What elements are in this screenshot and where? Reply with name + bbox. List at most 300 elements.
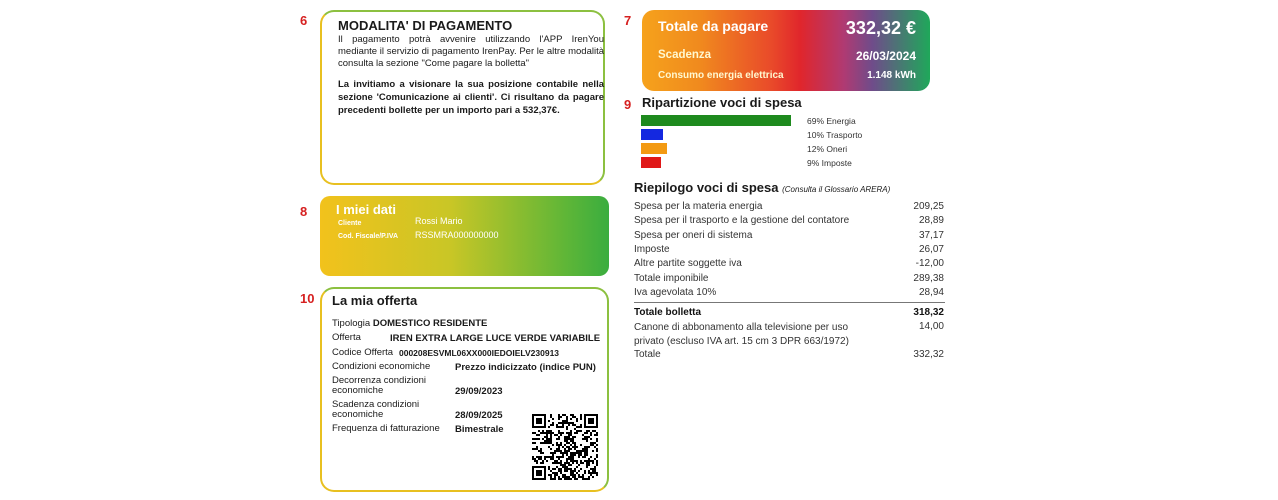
qr-module [550,476,552,478]
qr-module [578,450,580,452]
qr-module [554,468,556,470]
qr-module [590,434,592,436]
qr-module [548,446,550,448]
qr-module [572,456,574,458]
qr-module [536,460,538,462]
breakdown-bar-oneri [641,143,667,154]
qr-module [562,432,564,434]
qr-module [562,446,564,448]
qr-module [560,426,562,428]
qr-module [558,436,560,438]
qr-module [594,458,596,460]
qr-module [550,474,552,476]
qr-module [544,456,546,458]
qr-module [570,460,572,462]
qr-module [584,478,586,480]
qr-module [582,450,584,452]
qr-module [564,468,566,470]
qr-module [550,430,552,432]
qr-module [538,450,540,452]
qr-module [548,456,550,458]
tv-license-label-line2: privato (escluso IVA art. 15 cm 3 DPR 663/1972) [634,336,849,347]
qr-module [560,452,562,454]
qr-module [582,474,584,476]
qr-module [570,414,572,416]
offer-name-label: Offerta [332,332,361,343]
bill-total-value: 318,32 [913,307,944,318]
qr-module [588,436,590,438]
offer-code-value: 000208ESVML06XX000IEDOIELV230913 [399,348,560,358]
tax-code-label: Cod. Fiscale/P.IVA [338,233,399,240]
qr-module [568,438,570,440]
qr-module [544,458,546,460]
qr-module [548,442,550,444]
qr-module [580,418,582,420]
summary-row-value: 28,89 [918,215,944,227]
qr-module [560,470,562,472]
qr-module [562,414,564,416]
qr-module [566,436,568,438]
start-conditions-label-line2: economiche [332,385,384,396]
qr-module [570,474,572,476]
summary-title: Riepilogo voci di spesa [634,180,779,195]
qr-module [590,444,592,446]
qr-module [584,456,586,458]
qr-module [536,448,538,450]
qr-module [584,446,586,448]
qr-module [536,438,538,440]
bill-total-label: Totale bolletta [634,307,702,318]
qr-module [536,470,542,476]
qr-module [564,422,566,424]
qr-module [582,478,584,480]
qr-module [570,422,572,424]
end-conditions-label [332,400,419,420]
qr-module [552,468,554,470]
qr-module [542,460,544,462]
qr-module [534,438,536,440]
qr-module [574,476,576,478]
consumption-label: Consumo energia elettrica [658,70,784,81]
qr-module [556,462,558,464]
qr-module [568,434,570,436]
qr-module [590,460,592,462]
qr-module [534,432,536,434]
qr-module [590,438,592,440]
qr-module [572,436,574,438]
qr-module [572,414,574,416]
qr-module [566,468,568,470]
qr-module [556,474,558,476]
qr-module [548,468,550,470]
qr-module [566,418,568,420]
qr-module [564,464,566,466]
qr-module [580,462,582,464]
qr-module [572,476,574,478]
qr-module [596,444,598,446]
qr-module [548,432,550,434]
qr-module [578,454,580,456]
qr-module [560,472,562,474]
qr-module [574,444,576,446]
qr-module [578,426,580,428]
summary-title-row [634,180,890,195]
qr-module [572,462,574,464]
qr-module [590,456,592,458]
section-number-8: 8 [300,204,308,219]
total-due-amount: 332,32 € [845,18,916,38]
qr-module [540,452,542,454]
qr-module [540,432,542,434]
qr-module [552,432,554,434]
end-conditions-label-line1: Scadenza condizioni [332,399,420,410]
qr-module [578,476,580,478]
qr-module [548,466,550,468]
section-number-9: 9 [624,97,632,112]
qr-module [564,470,566,472]
qr-module [588,472,590,474]
qr-module [592,470,594,472]
summary-row-value: 28,94 [918,286,944,298]
qr-module [570,432,572,434]
qr-module [588,460,590,462]
qr-module [570,440,572,442]
qr-module [574,470,576,472]
qr-module [586,462,588,464]
qr-module [566,442,568,444]
qr-module [580,460,582,462]
qr-module [538,456,540,458]
qr-module [562,422,564,424]
qr-module [572,452,574,454]
qr-module [570,452,572,454]
end-conditions-label-line2: economiche [332,409,384,420]
qr-module [550,458,552,460]
qr-module [578,474,580,476]
qr-module [586,448,588,450]
qr-module [566,450,568,452]
qr-module [568,464,570,466]
qr-module [588,462,590,464]
qr-module [560,450,562,452]
qr-module [580,452,582,454]
qr-module [590,432,592,434]
qr-module [570,430,572,432]
qr-module [588,470,590,472]
qr-module [554,452,556,454]
qr-module [576,478,578,480]
qr-module [566,422,568,424]
qr-module [586,440,588,442]
qr-module [558,416,560,418]
qr-module [564,414,566,416]
qr-module [538,458,540,460]
payment-notice: La invitiamo a visionare la sua posizione contabile nella sezione 'Comunicazione ai clienti'. Ci risultano da pagare precedenti bollette per un importo pari a 532,37€. [338,79,604,116]
qr-module [562,420,564,422]
summary-row-value: -12,00 [915,258,944,270]
qr-module [570,472,572,474]
qr-module [542,452,544,454]
summary-row-label: Spesa per la materia energia [634,201,763,212]
qr-module [592,462,594,464]
qr-module [572,424,574,426]
qr-module [566,446,568,448]
qr-module [556,450,558,452]
qr-module [566,478,568,480]
qr-module [570,458,572,460]
qr-module [548,440,550,442]
breakdown-label-energia: 69% Energia [807,116,856,126]
qr-module [580,476,582,478]
qr-module [568,450,570,452]
qr-module [552,458,554,460]
qr-module [560,432,562,434]
due-date-label: Scadenza [658,49,712,61]
qr-module [596,440,598,442]
summary-row-label: Totale imponibile [634,272,709,284]
qr-module [566,470,568,472]
payment-method-title: MODALITA' DI PAGAMENTO [338,18,513,33]
qr-module [570,478,572,480]
qr-module [572,416,574,418]
qr-module [566,452,568,454]
qr-module [580,414,582,416]
qr-module [584,470,586,472]
breakdown-bar-trasporto [641,129,663,140]
qr-module [592,468,594,470]
qr-module [582,462,584,464]
qr-module [556,466,558,468]
qr-module [564,466,566,468]
qr-module [554,434,556,436]
qr-module [586,466,588,468]
qr-module [588,446,590,448]
qr-module [550,440,552,442]
qr-module [574,446,576,448]
qr-module [580,426,582,428]
qr-module [550,414,552,416]
client-label: Cliente [338,220,362,227]
qr-module [566,428,568,430]
qr-module [566,426,568,428]
qr-module [582,456,584,458]
qr-module [594,470,596,472]
qr-module [568,462,570,464]
qr-module [576,418,578,420]
qr-module [592,472,594,474]
qr-module [588,464,590,466]
breakdown-bar-imposte [641,157,661,168]
qr-module [550,438,552,440]
qr-module [576,452,578,454]
breakdown-bar-energia [641,115,791,126]
qr-module [580,430,582,432]
summary-glossary-link[interactable]: (Consulta il Glossario ARERA) [782,185,891,194]
qr-module [580,444,582,446]
qr-module [564,438,566,440]
qr-module [586,454,588,456]
qr-module [558,450,560,452]
qr-module [560,416,562,418]
qr-module [578,452,580,454]
qr-module [582,448,584,450]
qr-module [540,450,542,452]
qr-module [546,456,548,458]
qr-module [574,448,576,450]
qr-module [532,442,534,444]
qr-module [574,474,576,476]
qr-module [576,466,578,468]
qr-module [546,460,548,462]
total-due-label: Totale da pagare [658,18,769,34]
qr-module [568,478,570,480]
qr-module [596,454,598,456]
qr-module [588,476,590,478]
qr-module [590,472,592,474]
qr-module [578,470,580,472]
qr-module [548,426,550,428]
qr-module [588,458,590,460]
qr-module [556,438,558,440]
my-offer-title: La mia offerta [332,293,418,308]
qr-module [552,418,554,420]
qr-module [554,472,556,474]
qr-module [596,474,598,476]
qr-module [546,432,548,434]
qr-module [584,460,586,462]
qr-module [552,422,554,424]
qr-module [570,456,572,458]
qr-module [562,426,564,428]
qr-module [550,470,552,472]
qr-module [570,468,572,470]
qr-module [564,474,566,476]
qr-module [568,456,570,458]
qr-module [588,430,590,432]
my-data-box [320,196,609,276]
qr-module [568,442,570,444]
qr-module [532,432,534,434]
qr-module [560,464,562,466]
qr-module [592,444,594,446]
offer-code-label: Codice Offerta [332,347,394,358]
qr-module [536,462,538,464]
tv-license-label [634,321,849,349]
qr-module [574,468,576,470]
qr-module [550,456,552,458]
qr-module [540,456,542,458]
breakdown-label-trasporto: 10% Trasporto [807,130,863,140]
offer-type-row [332,319,487,329]
qr-module [542,462,544,464]
qr-module [586,430,588,432]
qr-module [586,450,588,452]
qr-module [554,460,556,462]
qr-module [582,438,584,440]
qr-module [568,432,570,434]
qr-module [574,416,576,418]
qr-module [542,432,544,434]
qr-module [564,440,566,442]
qr-module [556,444,558,446]
qr-module [568,446,570,448]
qr-module [586,464,588,466]
qr-module [574,428,576,430]
qr-module [552,452,554,454]
qr-module [596,472,598,474]
offer-type-value: DOMESTICO RESIDENTE [372,318,488,329]
qr-module [574,432,576,434]
qr-module [532,458,534,460]
qr-module [568,476,570,478]
qr-module [580,468,582,470]
qr-module [582,476,584,478]
qr-module [558,468,560,470]
qr-module [558,458,560,460]
qr-module [550,436,552,438]
qr-module [572,474,574,476]
qr-module [580,454,582,456]
qr-module [562,454,564,456]
qr-module [560,462,562,464]
qr-module [558,462,560,464]
summary-row-label: Altre partite soggette iva [634,258,742,270]
qr-module [586,460,588,462]
qr-module [536,446,538,448]
qr-module [540,448,542,450]
qr-module [552,456,554,458]
qr-module [556,448,558,450]
qr-module [574,424,576,426]
qr-module [566,462,568,464]
qr-module [566,458,568,460]
qr-module [546,436,548,438]
qr-module [552,478,554,480]
qr-module [594,466,596,468]
qr-module [572,446,574,448]
qr-module [558,478,560,480]
qr-module [586,452,588,454]
summary-row-label: Spesa per oneri di sistema [634,229,753,241]
qr-module [586,478,588,480]
qr-module [596,450,598,452]
qr-module [550,432,552,434]
qr-module [576,462,578,464]
qr-module [558,448,560,450]
qr-module [558,444,560,446]
qr-module [568,422,570,424]
summary-row-label: Iva agevolata 10% [634,286,717,298]
qr-module [574,436,576,438]
qr-module [550,452,552,454]
qr-module [562,452,564,454]
qr-module [554,476,556,478]
start-conditions-label [332,376,426,396]
qr-module [584,436,586,438]
qr-module [594,446,596,448]
qr-module [572,470,574,472]
summary-row-value: 289,38 [913,272,944,284]
qr-module [538,438,540,440]
qr-module [542,438,544,440]
qr-module [596,432,598,434]
qr-module [574,454,576,456]
qr-module [592,460,594,462]
end-conditions-value: 28/09/2025 [455,410,503,421]
qr-module [548,438,550,440]
qr-module [594,434,596,436]
qr-module [570,434,572,436]
